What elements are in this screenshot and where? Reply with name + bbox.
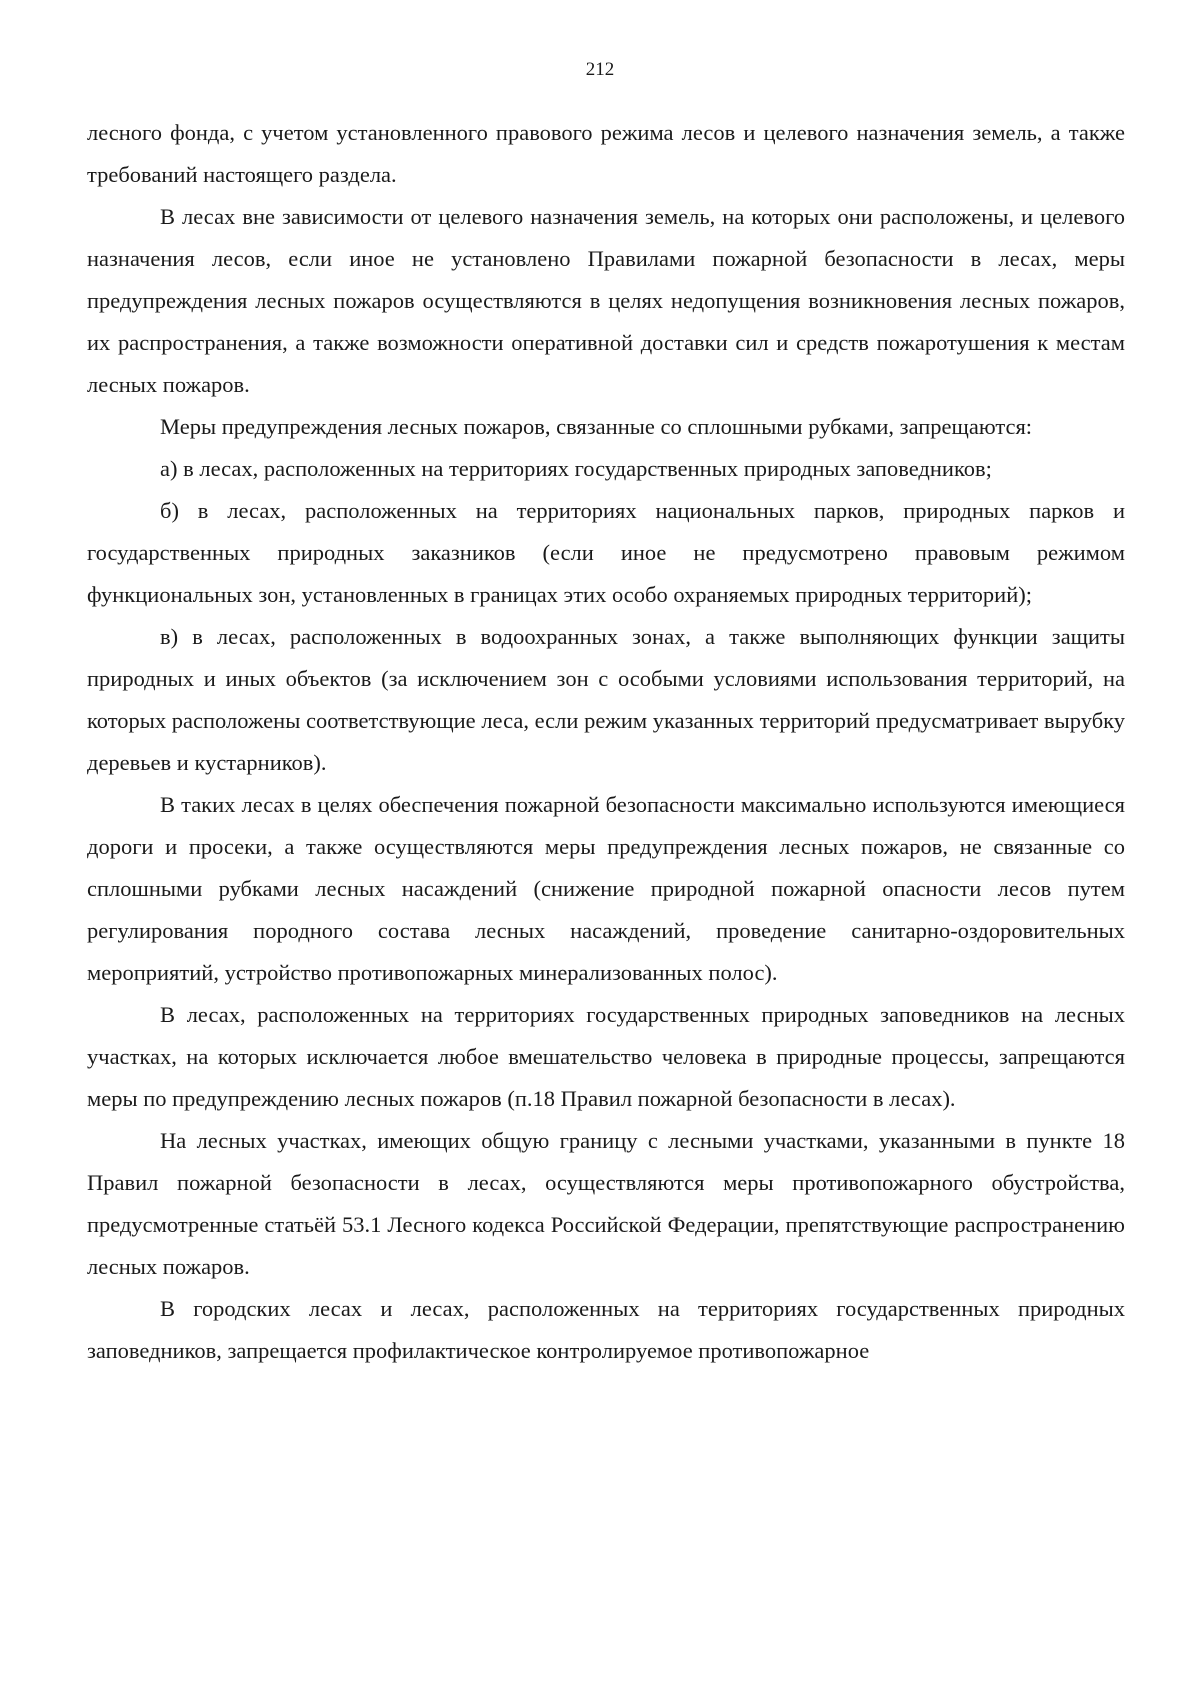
paragraph-adjacent-plots: На лесных участках, имеющих общую границу с лесными участками, указанными в пункте 18 Правил пожарной безопасности в лесах, осуществляются меры противопожарного обустройства, предусмотренные статьёй 53.1 Лесного кодекса Российской Федерации, препятствующие распространению лесных пожаров. xyxy=(87,1128,1125,1279)
list-item-a: а) в лесах, расположенных на территориях государственных природных заповедников; xyxy=(160,456,992,481)
list-item-b: б) в лесах, расположенных на территориях национальных парков, природных парков и государственных природных заказников (если иное не предусмотрено правовым режимом функциональных зон, установленных в границах этих особо охраняемых природных территорий); xyxy=(87,498,1125,607)
paragraph-urban-forests: В городских лесах и лесах, расположенных на территориях государственных природных заповедников, запрещается профилактическое контролируемое противопожарное xyxy=(87,1296,1125,1363)
paragraph-reserves: В лесах, расположенных на территориях государственных природных заповедников на лесных участках, на которых исключается любое вмешательство человека в природные процессы, запрещаются меры по предупреждению лесных пожаров (п.18 Правил пожарной безопасности в лесах). xyxy=(87,1002,1125,1111)
list-item-c: в) в лесах, расположенных в водоохранных зонах, а также выполняющих функции защиты природных и иных объектов (за исключением зон с особыми условиями использования территорий, на которых расположены соответствующие леса, если режим указанных территорий предусматривает вырубку деревьев и кустарников). xyxy=(87,624,1125,775)
paragraph-such-forests: В таких лесах в целях обеспечения пожарной безопасности максимально используются имеющиеся дороги и просеки, а также осуществляются меры предупреждения лесных пожаров, не связанные со сплошными рубками лесных насаждений (снижение природной пожарной опасности лесов путем регулирования породного состава лесных насаждений, проведение санитарно-оздоровительных мероприятий, устройство противопожарных минерализованных полос). xyxy=(87,792,1125,985)
paragraph-continuation: лесного фонда, с учетом установленного правового режима лесов и целевого назначения земель, а также требований настоящего раздела. xyxy=(87,120,1125,187)
page-number: 212 xyxy=(585,59,615,80)
paragraph-fire-prevention-general: В лесах вне зависимости от целевого назначения земель, на которых они расположены, и целевого назначения лесов, если иное не установлено Правилами пожарной безопасности в лесах, меры предупреждения лесных пожаров осуществляются в целях недопущения возникновения лесных пожаров, их распространения, а также возможности оперативной доставки сил и средств пожаротушения к местам лесных пожаров. xyxy=(87,204,1125,397)
paragraph-clear-cutting-prohibited: Меры предупреждения лесных пожаров, связанные со сплошными рубками, запрещаются: xyxy=(160,414,1033,439)
document-body xyxy=(87,112,1125,1372)
